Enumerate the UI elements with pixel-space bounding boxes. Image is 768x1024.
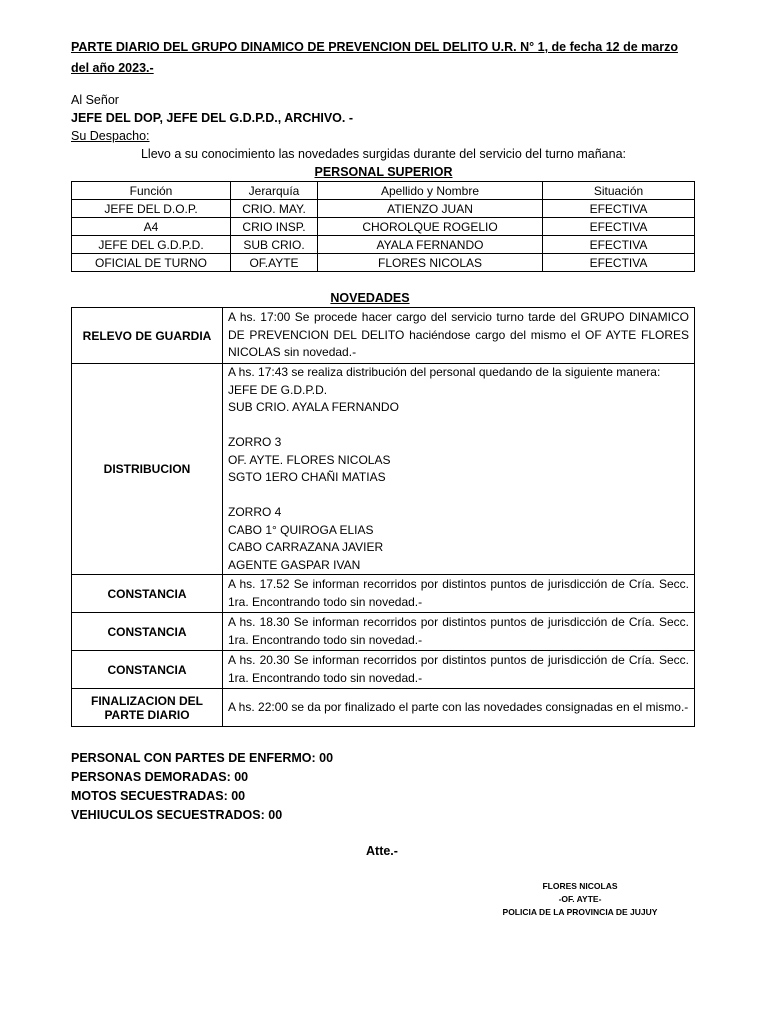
column-header: Función [72,182,231,200]
row-text [223,308,695,364]
text-line: SUB CRIO. AYALA FERNANDO [228,400,399,414]
summary-line: MOTOS SECUESTRADAS: 00 [71,789,246,803]
signature-institution: POLICIA DE LA PROVINCIA DE JUJUY [502,907,658,917]
table-cell: EFECTIVA [543,254,695,272]
table-cell: ATIENZO JUAN [318,200,543,218]
text-line [228,417,689,435]
table-row [72,200,695,218]
table-cell: CRIO. MAY. [231,200,318,218]
greeting: Al Señor [71,93,119,107]
text-line: OF. AYTE. FLORES NICOLAS [228,452,391,467]
text-line: JEFE DE G.D.P.D. [228,382,328,397]
table-row [72,218,695,236]
text-line: A hs. 17:00 Se procede hacer cargo del servicio turno tarde del GRUPO DINAMICO DE PREVENCION DEL DELITO haciéndose cargo del mismo el OF AYTE FLORES NICOLAS sin novedad.- [228,310,689,360]
table-cell: JEFE DEL G.D.P.D. [72,236,231,254]
column-header: Apellido y Nombre [318,182,543,200]
summary-line: PERSONAL CON PARTES DE ENFERMO: 00 [71,751,334,765]
table-cell: FLORES NICOLAS [318,254,543,272]
novedades-table [71,307,695,727]
text-line: CABO CARRAZANA JAVIER [228,540,384,554]
row-label: DISTRIBUCION [72,364,223,575]
summary-line: PERSONAS DEMORADAS: 00 [71,770,249,784]
table-cell: EFECTIVA [543,236,695,254]
signature-name: FLORES NICOLAS [542,881,618,891]
table-cell: JEFE DEL D.O.P. [72,200,231,218]
intro-text: Llevo a su conocimiento las novedades surgidas durante del servicio del turno mañana: [140,147,627,161]
row-label: CONSTANCIA [72,613,223,651]
row-label: CONSTANCIA [72,575,223,613]
text-line: SGTO 1ERO CHAÑI MATIAS [228,470,386,484]
row-text [223,689,695,727]
text-line: A hs. 20.30 Se informan recorridos por distintos puntos de jurisdicción de Cría. Secc. 1ra. Encontrando todo sin novedad.- [228,653,689,685]
document-title: PARTE DIARIO DEL GRUPO DINAMICO DE PREVENCION DEL DELITO U.R. N° 1, de fecha 12 de marzo del año 2023.- [71,40,678,75]
personal-table-header [72,182,695,200]
row-label: FINALIZACION DEL PARTE DIARIO [72,689,223,727]
recipient: JEFE DEL DOP, JEFE DEL G.D.P.D., ARCHIVO. - [71,111,354,125]
table-cell: OFICIAL DE TURNO [72,254,231,272]
row-text [223,651,695,689]
table-row [72,651,695,689]
table-row [72,254,695,272]
row-text [223,364,695,575]
closing: Atte.- [366,844,398,858]
table-cell: CRIO INSP. [231,218,318,236]
text-line [228,487,689,505]
text-line: A hs. 18.30 Se informan recorridos por distintos puntos de jurisdicción de Cría. Secc. 1ra. Encontrando todo sin novedad.- [228,615,689,647]
novedades-heading: NOVEDADES [330,291,410,305]
signature-rank: -OF. AYTE- [558,894,602,904]
summary-block [71,749,333,825]
table-cell: EFECTIVA [543,218,695,236]
table-cell: A4 [72,218,231,236]
table-cell: SUB CRIO. [231,236,318,254]
column-header: Situación [543,182,695,200]
row-text [223,575,695,613]
signature-block [490,880,670,919]
column-header: Jerarquía [231,182,318,200]
table-row [72,364,695,575]
row-label: RELEVO DE GUARDIA [72,308,223,364]
table-row [72,236,695,254]
table-cell: EFECTIVA [543,200,695,218]
personal-table [71,181,695,272]
despacho: Su Despacho: [71,129,150,143]
table-row [72,308,695,364]
row-label: CONSTANCIA [72,651,223,689]
table-cell: CHOROLQUE ROGELIO [318,218,543,236]
row-text [223,613,695,651]
table-row [72,613,695,651]
personal-heading: PERSONAL SUPERIOR [314,165,453,179]
summary-line: VEHIUCULOS SECUESTRADOS: 00 [71,808,283,822]
text-line: CABO 1° QUIROGA ELIAS [228,522,374,537]
text-line: A hs. 22:00 se da por finalizado el parte con las novedades consignadas en el mismo.- [228,699,689,714]
table-row [72,689,695,727]
table-cell: OF.AYTE [231,254,318,272]
text-line: ZORRO 4 [228,505,282,519]
table-row [72,575,695,613]
table-cell: AYALA FERNANDO [318,236,543,254]
text-line: A hs. 17.52 Se informan recorridos por distintos puntos de jurisdicción de Cría. Secc. 1ra. Encontrando todo sin novedad.- [228,577,689,609]
text-line: AGENTE GASPAR IVAN [228,557,361,572]
text-line: ZORRO 3 [228,435,282,449]
text-line: A hs. 17:43 se realiza distribución del personal quedando de la siguiente manera: [228,365,661,379]
